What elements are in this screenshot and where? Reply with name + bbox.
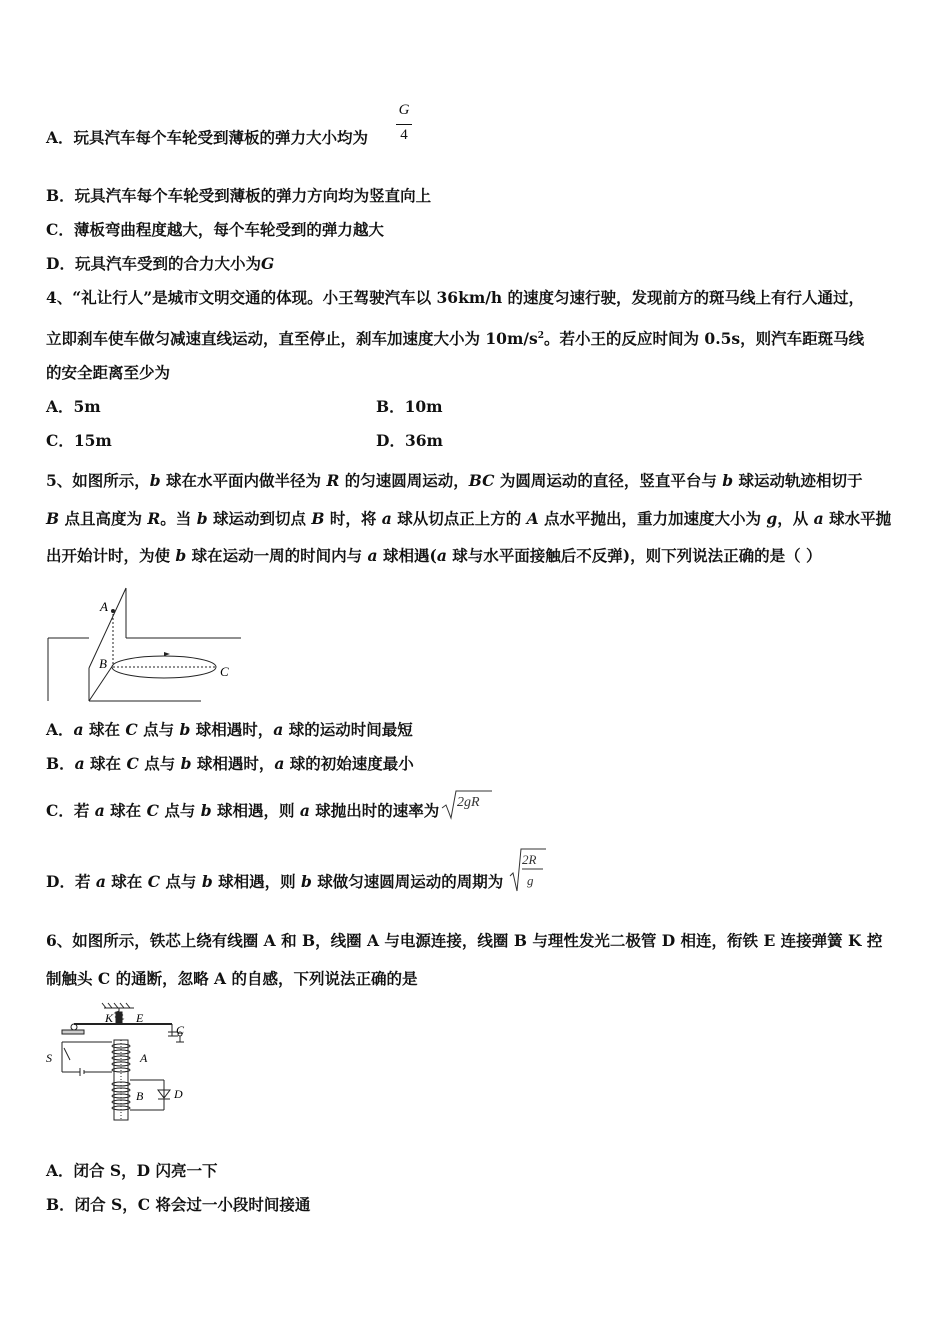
q5-t: D．若 (46, 872, 96, 891)
q5-t: b (149, 471, 161, 490)
q5-t: 时，将 (324, 509, 382, 528)
q5-t: 球运动到切点 (207, 509, 312, 528)
q5-t: 球的运动时间最短 (283, 720, 413, 739)
q5-t: C．若 (46, 801, 95, 820)
q3-fraction-numerator: G (398, 102, 410, 118)
q5-t: b (175, 546, 187, 565)
q5-t: 球在水平面内做半径为 (160, 471, 327, 490)
q5-label-a: A (100, 599, 108, 614)
q5-t: 点与 (158, 801, 201, 820)
q5-t: C (126, 754, 139, 773)
q3-option-d-var: G (260, 254, 275, 273)
q4-option-c: C．15m (46, 431, 112, 450)
q5-t: 为圆周运动的直径，竖直平台与 (494, 471, 723, 490)
q5-t: a (299, 801, 310, 820)
q5-t: B (46, 509, 60, 528)
q3-fraction-denominator: 4 (400, 127, 408, 143)
q5-direction-arrow (164, 652, 170, 656)
q6-stem-line2: 制触头 C 的通断，忽略 A 的自感，下列说法正确的是 (46, 969, 418, 988)
q5-t: 球做匀速圆周运动的周期为 (311, 872, 504, 891)
q5-option-d (46, 872, 503, 892)
q4-stem-line3: 的安全距离至少为 (46, 363, 171, 382)
q3-option-b: B．玩具汽车每个车轮受到薄板的弹力方向均为竖直向上 (46, 186, 432, 205)
q4-stem-line1: 4、“礼让行人”是城市文明交通的体现。小王驾驶汽车以 36km/h 的速度匀速行驶，发现前方的斑马线上有行人通过， (46, 288, 865, 307)
q6-figure (44, 1002, 194, 1124)
q5-t: 球相遇( (377, 546, 437, 565)
q3-option-a-text: A．玩具汽车每个车轮受到薄板的弹力大小均为 (46, 128, 369, 147)
q6-label-d: D (174, 1087, 183, 1101)
q6-label-a: A (140, 1051, 148, 1065)
q3-option-d-text: D．玩具汽车受到的合力大小为 (46, 254, 261, 273)
q5-t: B (311, 509, 325, 528)
q6-option-b: B．闭合 S，C 将会过一小段时间接通 (46, 1195, 311, 1214)
q5-t: b (201, 872, 213, 891)
q5-stem-line2 (46, 509, 891, 529)
q5-t: 点且高度为 (59, 509, 148, 528)
q6-label-e: E (136, 1011, 144, 1025)
q5-t: 球与水平面接触后不反弹)，则下列说法正确的是（ ） (446, 546, 822, 565)
q5-t: C (146, 801, 159, 820)
q5-t: 球在 (105, 872, 148, 891)
q5-t: R (326, 471, 340, 490)
q5-t: 球水平抛 (823, 509, 892, 528)
q5-label-b: B (99, 656, 107, 671)
q5-t: R (147, 509, 161, 528)
q5-t: ，从 (777, 509, 814, 528)
q5-t: A． (46, 720, 74, 739)
q4-option-a: A．5m (46, 397, 101, 416)
q5-t: 5、如图所示， (46, 471, 150, 490)
q6-label-s: S (46, 1051, 52, 1065)
q5-t: 球在 (104, 801, 147, 820)
q5-t: b (722, 471, 734, 490)
q5-stem-line1 (46, 471, 863, 491)
q5-sqrt-2gr (440, 788, 494, 820)
q4-stem-line2 (46, 326, 864, 349)
q6-label-k: K (105, 1011, 114, 1025)
q5-t: B． (46, 754, 75, 773)
q5-t: a (73, 720, 84, 739)
q5-t: 出开始计时，为使 (46, 546, 176, 565)
q5-t: C (125, 720, 138, 739)
q4-option-b: B．10m (376, 397, 443, 416)
q5-t: A (526, 509, 539, 528)
q5-t: 球的初始速度最小 (284, 754, 414, 773)
q5-t: 球在运动一周的时间内与 (186, 546, 368, 565)
q5-t: a (274, 754, 285, 773)
q5-t: a (381, 509, 392, 528)
q5-t: g (766, 509, 778, 528)
q5-label-c: C (220, 664, 229, 679)
q5-t: a (95, 872, 106, 891)
q4-stem-line2-b: 。若小王的反应时间为 0.5s，则汽车距斑马线 (544, 329, 865, 349)
q5-sqrt-numerator: 2R (522, 852, 537, 867)
q5-t: 球在 (83, 720, 126, 739)
q5-t: 点与 (138, 754, 181, 773)
q5-t: 球相遇时， (190, 720, 274, 739)
q6-label-c: C (176, 1023, 185, 1037)
q3-fraction-bar (396, 124, 412, 125)
q4-stem-line2-a: 立即刹车使车做匀减速直线运动，直至停止，刹车加速度大小为 10m/s (46, 329, 538, 349)
q5-t: b (200, 801, 212, 820)
q6-option-a: A．闭合 S，D 闪亮一下 (46, 1161, 218, 1180)
q3-option-d (46, 254, 274, 274)
q5-point-a (111, 609, 115, 613)
q5-t: 球相遇，则 (212, 872, 301, 891)
q5-t: a (273, 720, 284, 739)
q5-sqrt-2r-over-g (508, 846, 548, 894)
q3-option-c: C．薄板弯曲程度越大，每个车轮受到的弹力越大 (46, 220, 384, 239)
q5-t: C (147, 872, 161, 891)
q5-t: 点与 (137, 720, 180, 739)
q5-t: a (367, 546, 378, 565)
q5-t: 球在 (84, 754, 127, 773)
q5-t: 的匀速圆周运动， (339, 471, 469, 490)
q5-t: a (813, 509, 824, 528)
q5-t: b (300, 872, 312, 891)
q5-t: 点与 (160, 872, 202, 891)
q5-t: 点水平抛出，重力加速度大小为 (538, 509, 767, 528)
q5-t: 球相遇时， (191, 754, 275, 773)
q5-t: 球抛出时的速率为 (309, 801, 440, 820)
q5-t: b (196, 509, 208, 528)
q3-option-a (46, 128, 368, 148)
q5-sqrt-2gr-text: 2gR (457, 795, 480, 810)
q5-t: a (74, 754, 85, 773)
q5-t: a (94, 801, 105, 820)
q5-option-b (46, 754, 414, 774)
q5-stem-line3 (46, 546, 822, 566)
q6-stem-line1: 6、如图所示，铁芯上绕有线圈 A 和 B，线圈 A 与电源连接，线圈 B 与理性发光二极管 D 相连，衔铁 E 连接弹簧 K 控 (46, 931, 883, 950)
q5-t: 球运动轨迹相切于 (733, 471, 863, 490)
q5-t: BC (468, 471, 495, 490)
q5-t: 球相遇，则 (211, 801, 300, 820)
q5-t: 球从切点正上方的 (391, 509, 527, 528)
q5-sqrt-denominator: g (527, 873, 534, 888)
q5-figure (46, 586, 246, 704)
q5-t: b (180, 754, 192, 773)
q6-label-b: B (136, 1089, 144, 1103)
q5-t: 。当 (160, 509, 197, 528)
q5-option-a (46, 720, 413, 740)
q4-option-d: D．36m (376, 431, 443, 450)
q5-t: b (179, 720, 191, 739)
q4-stem-sup: 2 (537, 331, 545, 341)
q5-option-c (46, 801, 439, 821)
q5-t: a (436, 546, 447, 565)
